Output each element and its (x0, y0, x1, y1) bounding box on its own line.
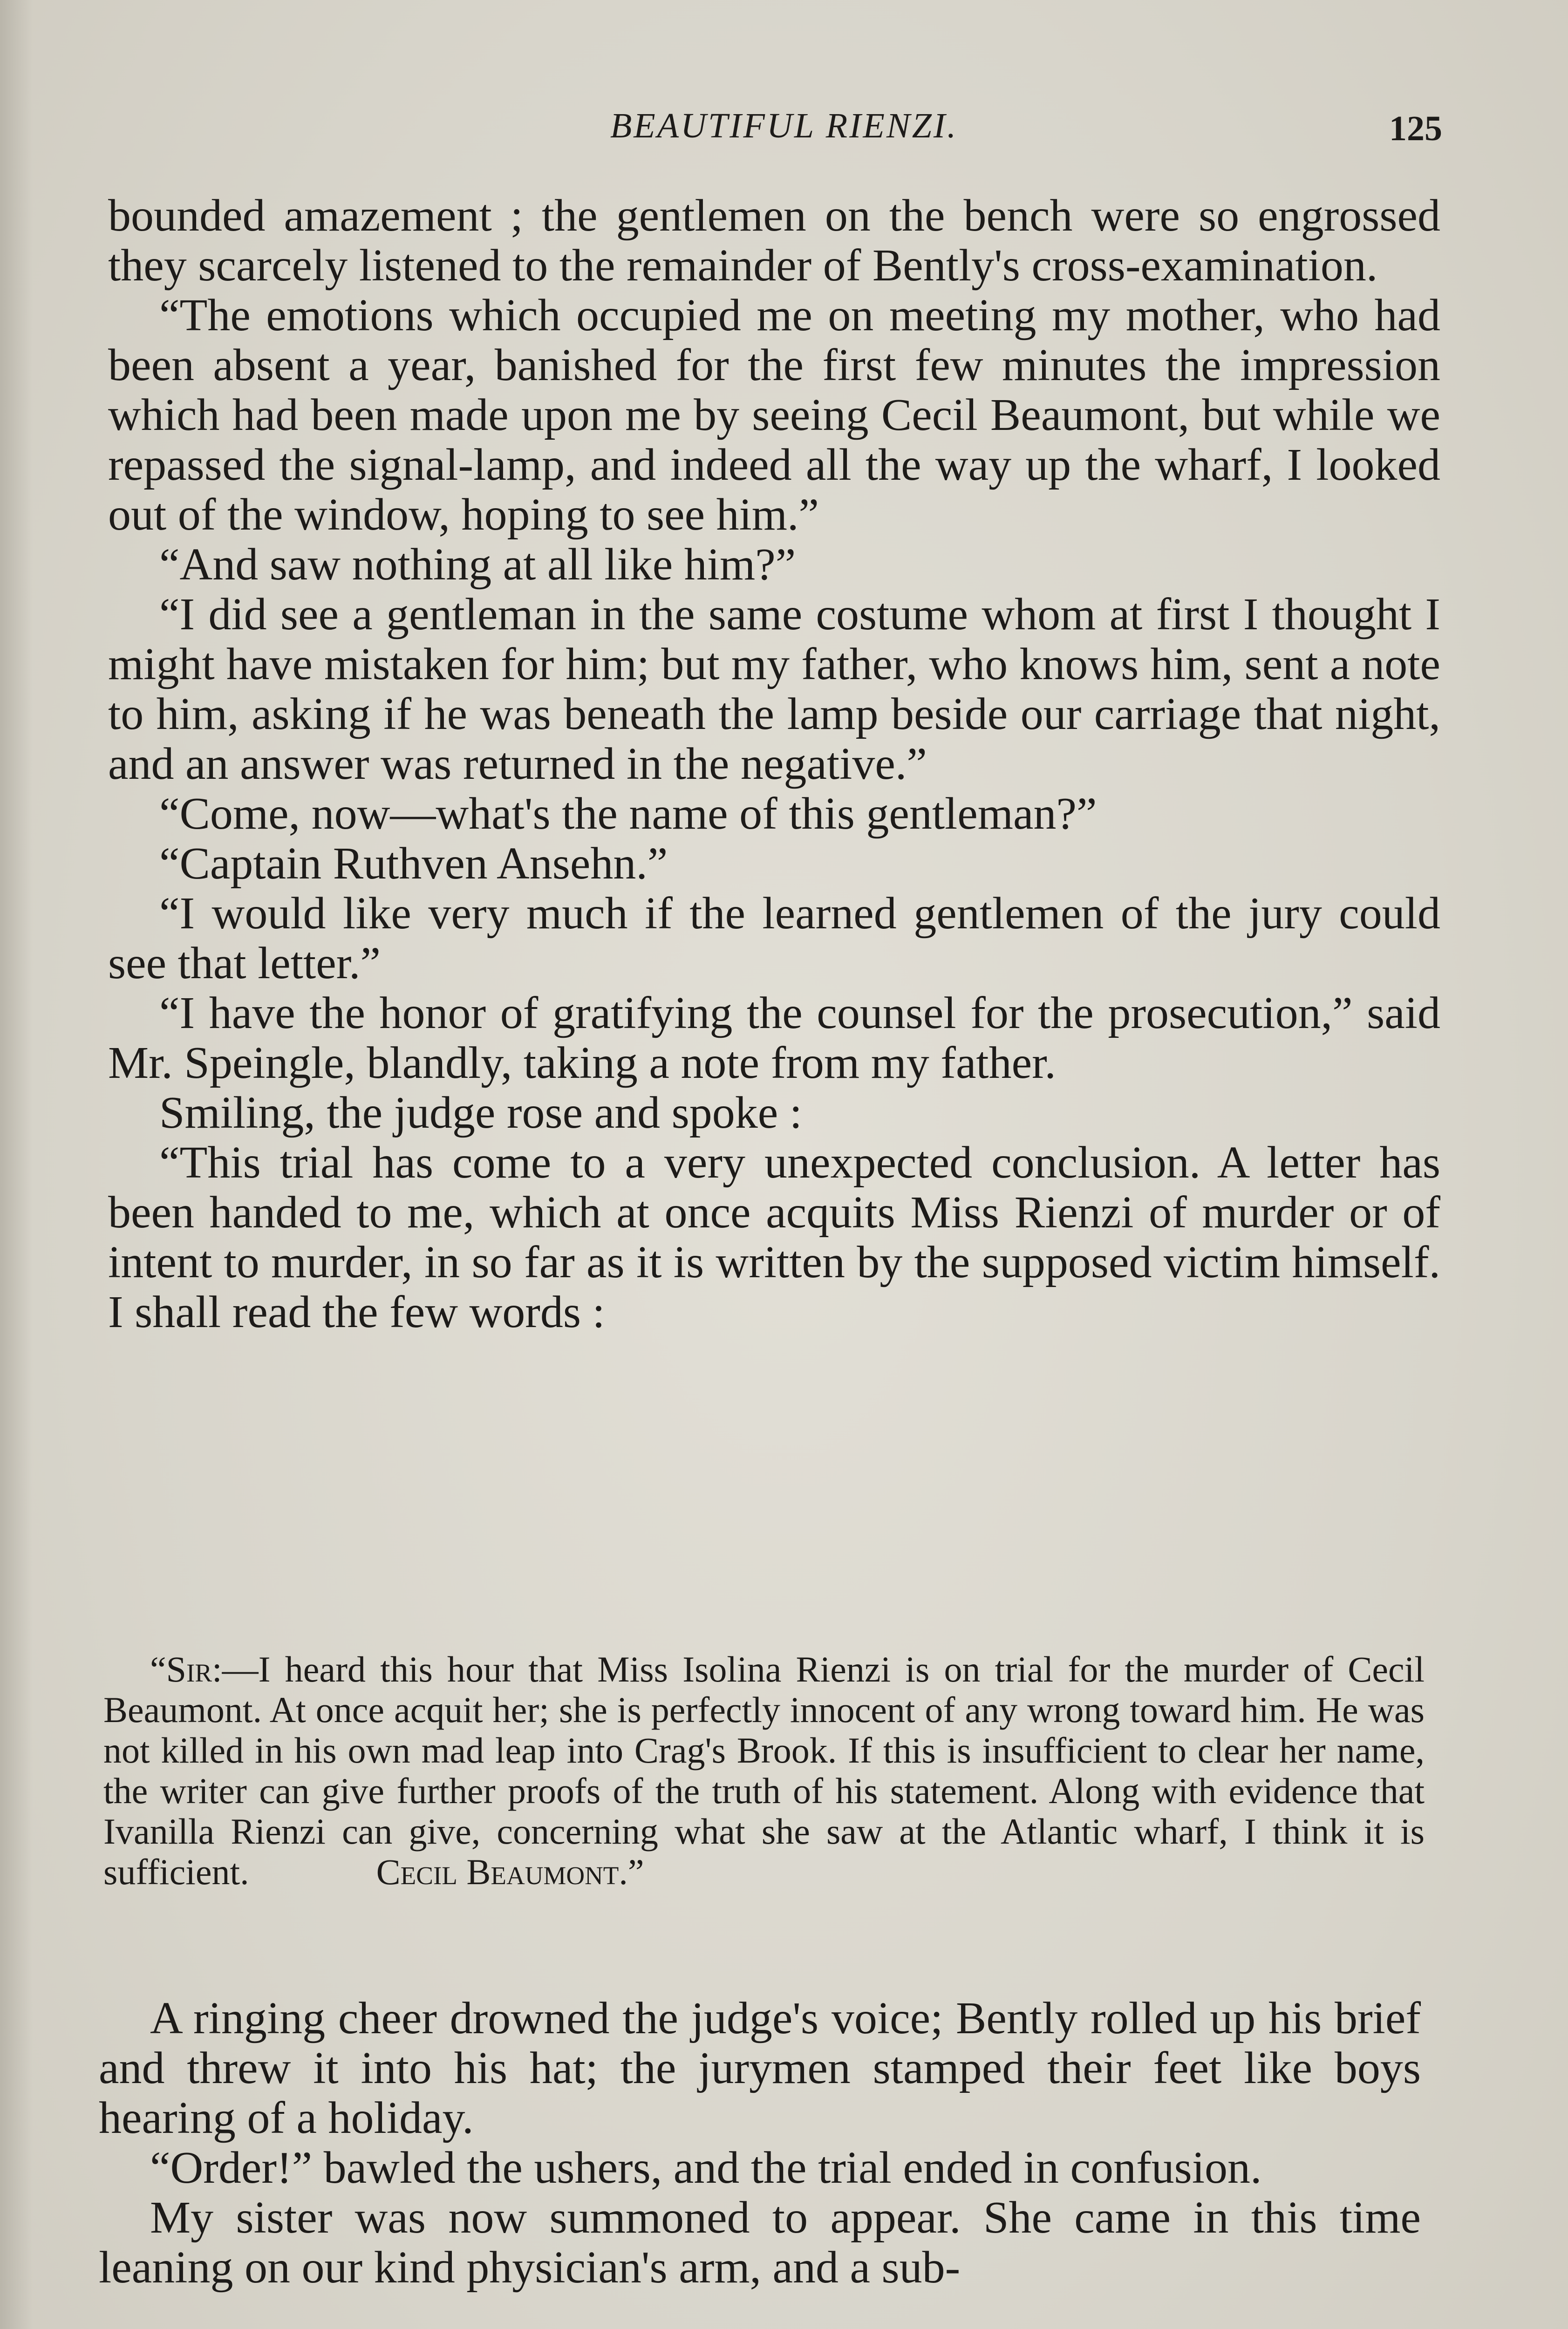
paragraph: “Captain Ruthven Ansehn.” (159, 838, 668, 889)
quoted-letter (103, 1649, 1425, 1892)
page-number: 125 (1389, 109, 1442, 148)
paragraph: My sister was now summoned to appear. She came in this time leaning on our kind physician's arm, and a sub- (99, 2193, 1421, 2293)
paragraph: “Order!” bawled the ushers, and the trial ended in confusion. (150, 2143, 1262, 2193)
letter-salutation: “Sir: (150, 1649, 222, 1689)
paragraph: “I would like very much if the learned gentlemen of the jury could see that letter.” (108, 888, 1440, 988)
letter-body: —I heard this hour that Miss Isolina Rienzi is on trial for the murder of Cecil Beaumont. At once acquit her; she is perfectly innocent of any wrong toward him. He was not killed in his own mad leap into Crag's Brook. If this is insufficient to clear her name, the writer can give further proofs of the truth of his statement. Along with evidence that Ivanilla Rienzi can give, concerning what she saw at the Atlantic wharf, I think it is sufficient. (103, 1649, 1425, 1892)
paragraph: “This trial has come to a very unexpected conclusion. A letter has been handed to me, which at once acquits Miss Rienzi of murder or of intent to murder, in so far as it is written by the supposed victim himself. I shall read the few words : (108, 1137, 1440, 1337)
letter-signature-gap (249, 1852, 376, 1892)
paragraph: A ringing cheer drowned the judge's voice; Bently rolled up his brief and threw it into his hat; the jurymen stamped their feet like boys hearing of a holiday. (99, 1993, 1421, 2143)
letter-signature: Cecil Beaumont.” (376, 1852, 644, 1892)
paragraph: bounded amazement ; the gentlemen on the bench were so engrossed they scarcely listened to the remainder of Bently's cross-examination. (108, 191, 1440, 291)
main-text-bottom (99, 1994, 1421, 2293)
paragraph: “Come, now—what's the name of this gentleman?” (159, 789, 1097, 839)
paragraph: “And saw nothing at all like him?” (159, 539, 796, 590)
letter-text (103, 1649, 1425, 1892)
paragraph: “I did see a gentleman in the same costume whom at first I thought I might have mistaken for him; but my father, who knows him, sent a note to him, asking if he was beneath the lamp beside our carriage that night, and an answer was returned in the negative.” (108, 589, 1440, 789)
main-text-top (108, 191, 1440, 1337)
paragraph: Smiling, the judge rose and spoke : (159, 1088, 802, 1138)
paragraph: “The emotions which occupied me on meeting my mother, who had been absent a year, banished for the first few minutes the impression which had been made upon me by seeing Cecil Beaumont, but while we repassed the signal-lamp, and indeed all the way up the wharf, I looked out of the window, hoping to see him.” (108, 290, 1440, 540)
paragraph: “I have the honor of gratifying the counsel for the prosecution,” said Mr. Speingle, blandly, taking a note from my father. (108, 988, 1440, 1088)
running-title: BEAUTIFUL RIENZI. (610, 106, 958, 145)
